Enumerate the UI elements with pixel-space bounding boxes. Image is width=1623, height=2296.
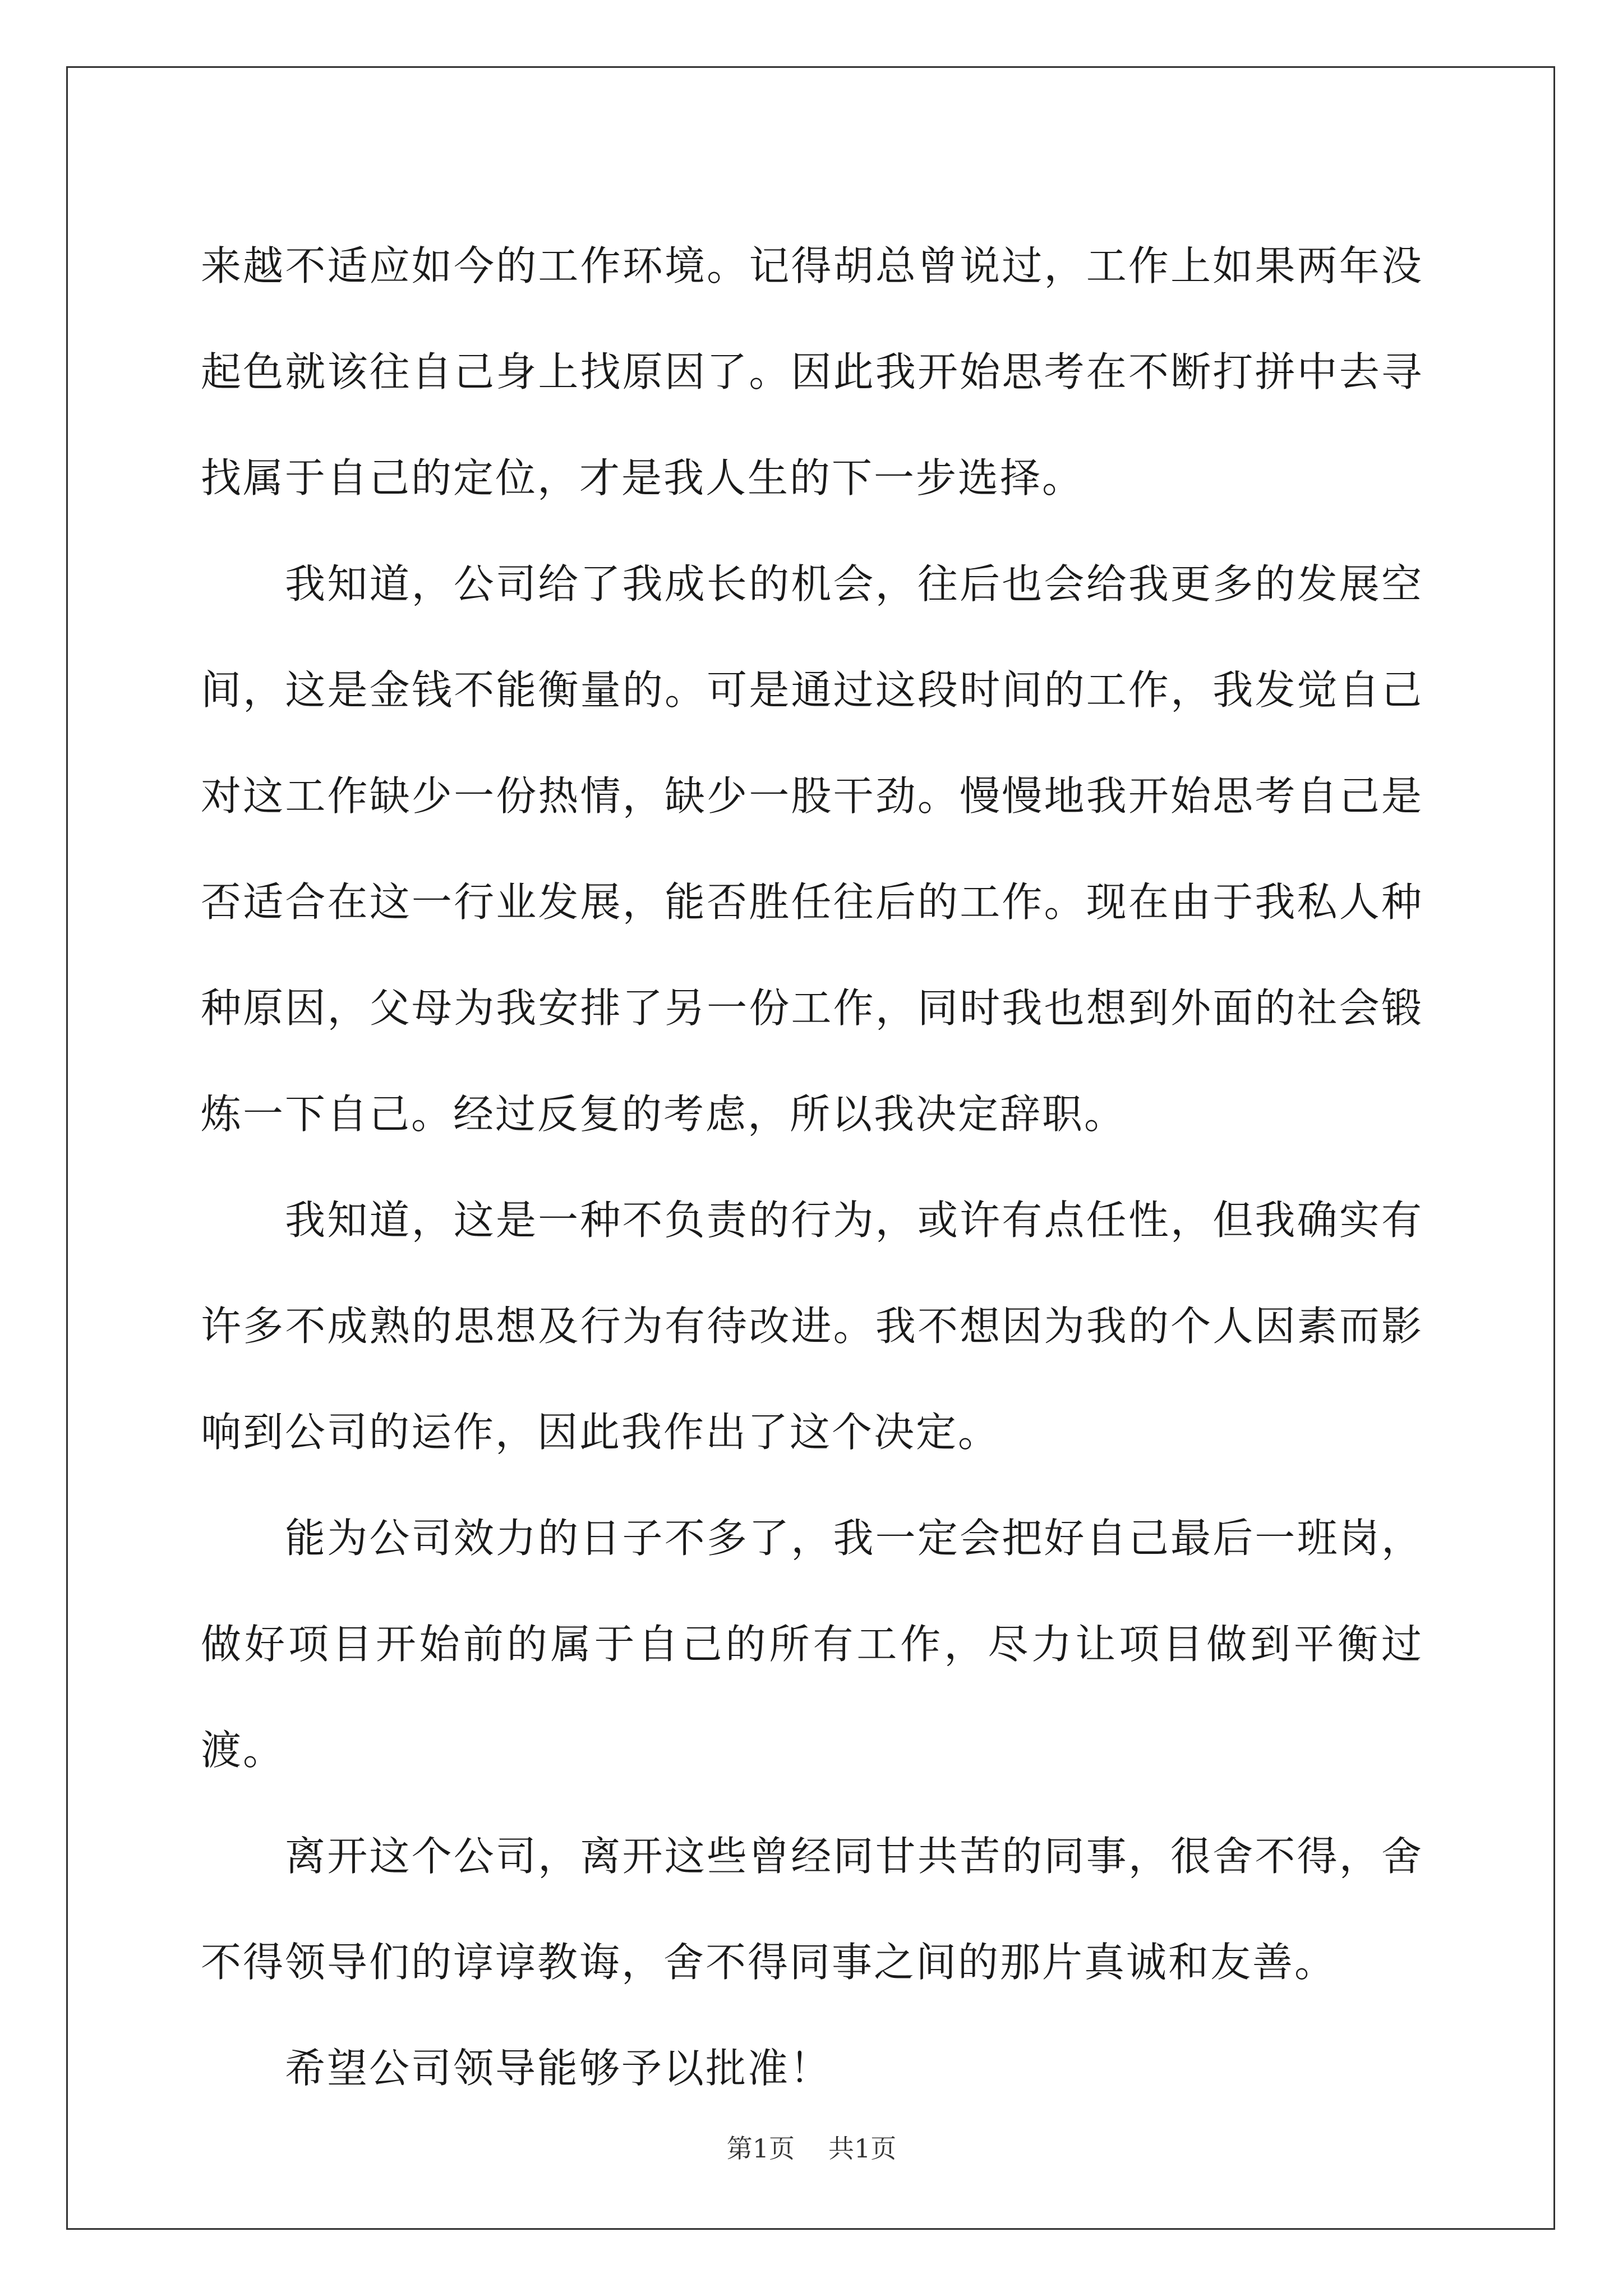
page-number: 第1页 bbox=[726, 2133, 795, 2164]
paragraph-1: 来越不适应如今的工作环境。记得胡总曾说过，工作上如果两年没起色就该往自己身上找原因了。因此我开始思考在不断打拼中去寻找属于自己的定位，才是我人生的下一步选择。 bbox=[201, 242, 1423, 501]
paragraph-3: 我知道，这是一种不负责的行为，或许有点任性，但我确实有许多不成熟的思想及行为有待改进。我不想因为我的个人因素而影响到公司的运作，因此我作出了这个决定。 bbox=[201, 1197, 1423, 1456]
paragraph-2: 我知道，公司给了我成长的机会，往后也会给我更多的发展空间，这是金钱不能衡量的。可是通过这段时间的工作，我发觉自己对这工作缺少一份热情，缺少一股干劲。慢慢地我开始思考自己是否适合在这一行业发展，能否胜任往后的工作。现在由于我私人种种原因，父母为我安排了另一份工作，同时我也想到外面的社会锻炼一下自己。经过反复的考虑，所以我决定辞职。 bbox=[201, 560, 1423, 1138]
page-footer bbox=[0, 2128, 1623, 2165]
paragraph-5: 离开这个公司，离开这些曾经同甘共苦的同事，很舍不得，舍不得领导们的谆谆教诲，舍不得同事之间的那片真诚和友善。 bbox=[201, 1833, 1423, 1986]
paragraph-4: 能为公司效力的日子不多了，我一定会把好自己最后一班岗，做好项目开始前的属于自己的所有工作，尽力让项目做到平衡过渡。 bbox=[201, 1515, 1423, 1774]
page-total: 共1页 bbox=[828, 2133, 897, 2164]
letter-body bbox=[201, 213, 1423, 2122]
paragraph-6: 希望公司领导能够予以批准！ bbox=[285, 2045, 832, 2092]
